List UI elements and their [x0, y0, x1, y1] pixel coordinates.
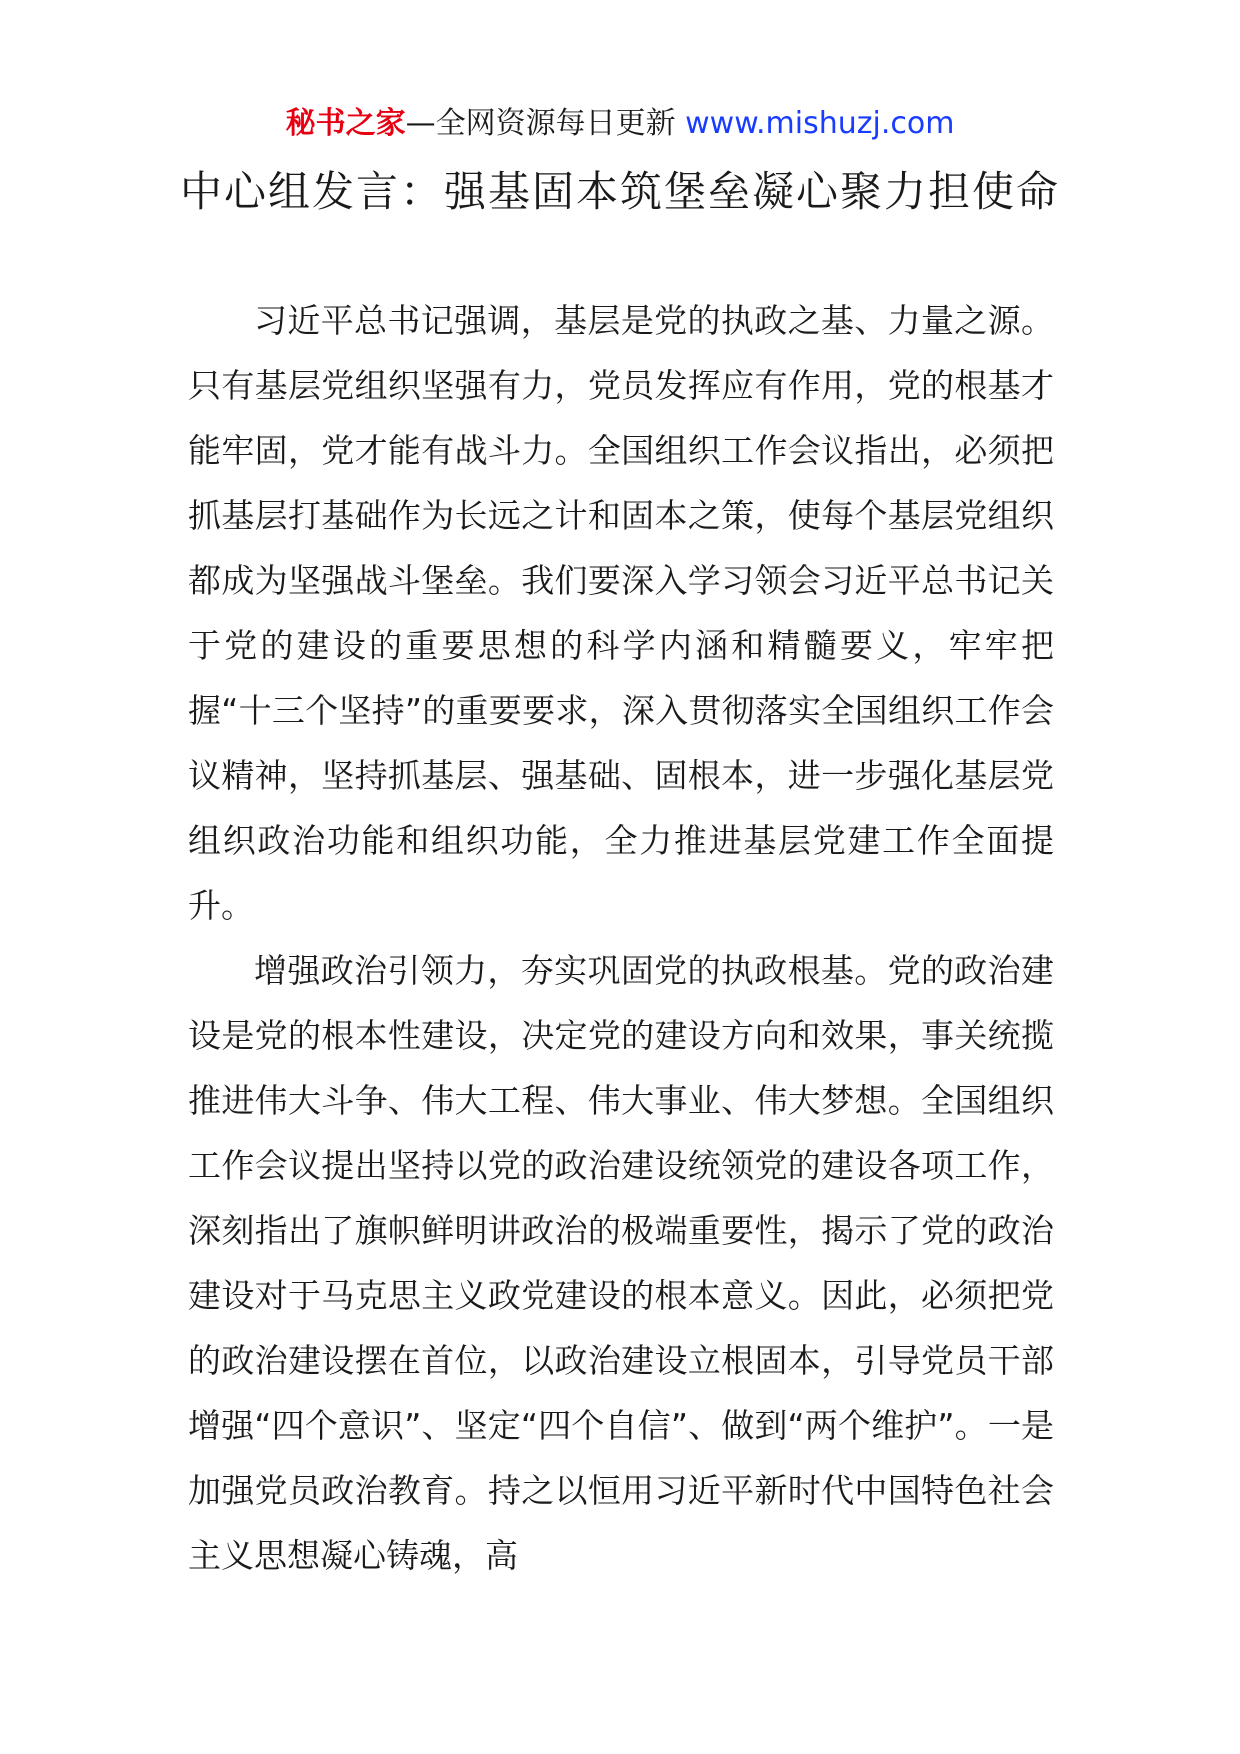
- site-tagline: —全网资源每日更新: [405, 106, 676, 141]
- paragraph-1: 习近平总书记强调，基层是党的执政之基、力量之源。只有基层党组织坚强有力，党员发挥应有作用，党的根基才能牢固，党才能有战斗力。全国组织工作会议指出，必须把抓基层打基础作为长远之计和固本之策，使每个基层党组织都成为坚强战斗堡垒。我们要深入学习领会习近平总书记关于党的建设的重要思想的科学内涵和精髓要义，牢牢把握“十三个坚持”的重要要求，深入贯彻落实全国组织工作会议精神，坚持抓基层、强基础、固根本，进一步强化基层党组织政治功能和组织功能，全力推进基层党建工作全面提升。: [188, 301, 1054, 925]
- document-body: [188, 288, 1054, 1588]
- site-header: [0, 104, 1240, 144]
- site-name: 秘书之家: [285, 106, 406, 141]
- site-url-link[interactable]: www.mishuzj.com: [685, 106, 955, 141]
- paragraph-2: 增强政治引领力，夯实巩固党的执政根基。党的政治建设是党的根本性建设，决定党的建设方向和效果，事关统揽推进伟大斗争、伟大工程、伟大事业、伟大梦想。全国组织工作会议提出坚持以党的政治建设统领党的建设各项工作，深刻指出了旗帜鲜明讲政治的极端重要性，揭示了党的政治建设对于马克思主义政党建设的根本意义。因此，必须把党的政治建设摆在首位，以政治建设立根固本，引导党员干部增强“四个意识”、坚定“四个自信”、做到“两个维护”。一是加强党员政治教育。持之以恒用习近平新时代中国特色社会主义思想凝心铸魂，高: [188, 951, 1054, 1575]
- document-title: 中心组发言：强基固本筑堡垒凝心聚力担使命: [179, 167, 1060, 216]
